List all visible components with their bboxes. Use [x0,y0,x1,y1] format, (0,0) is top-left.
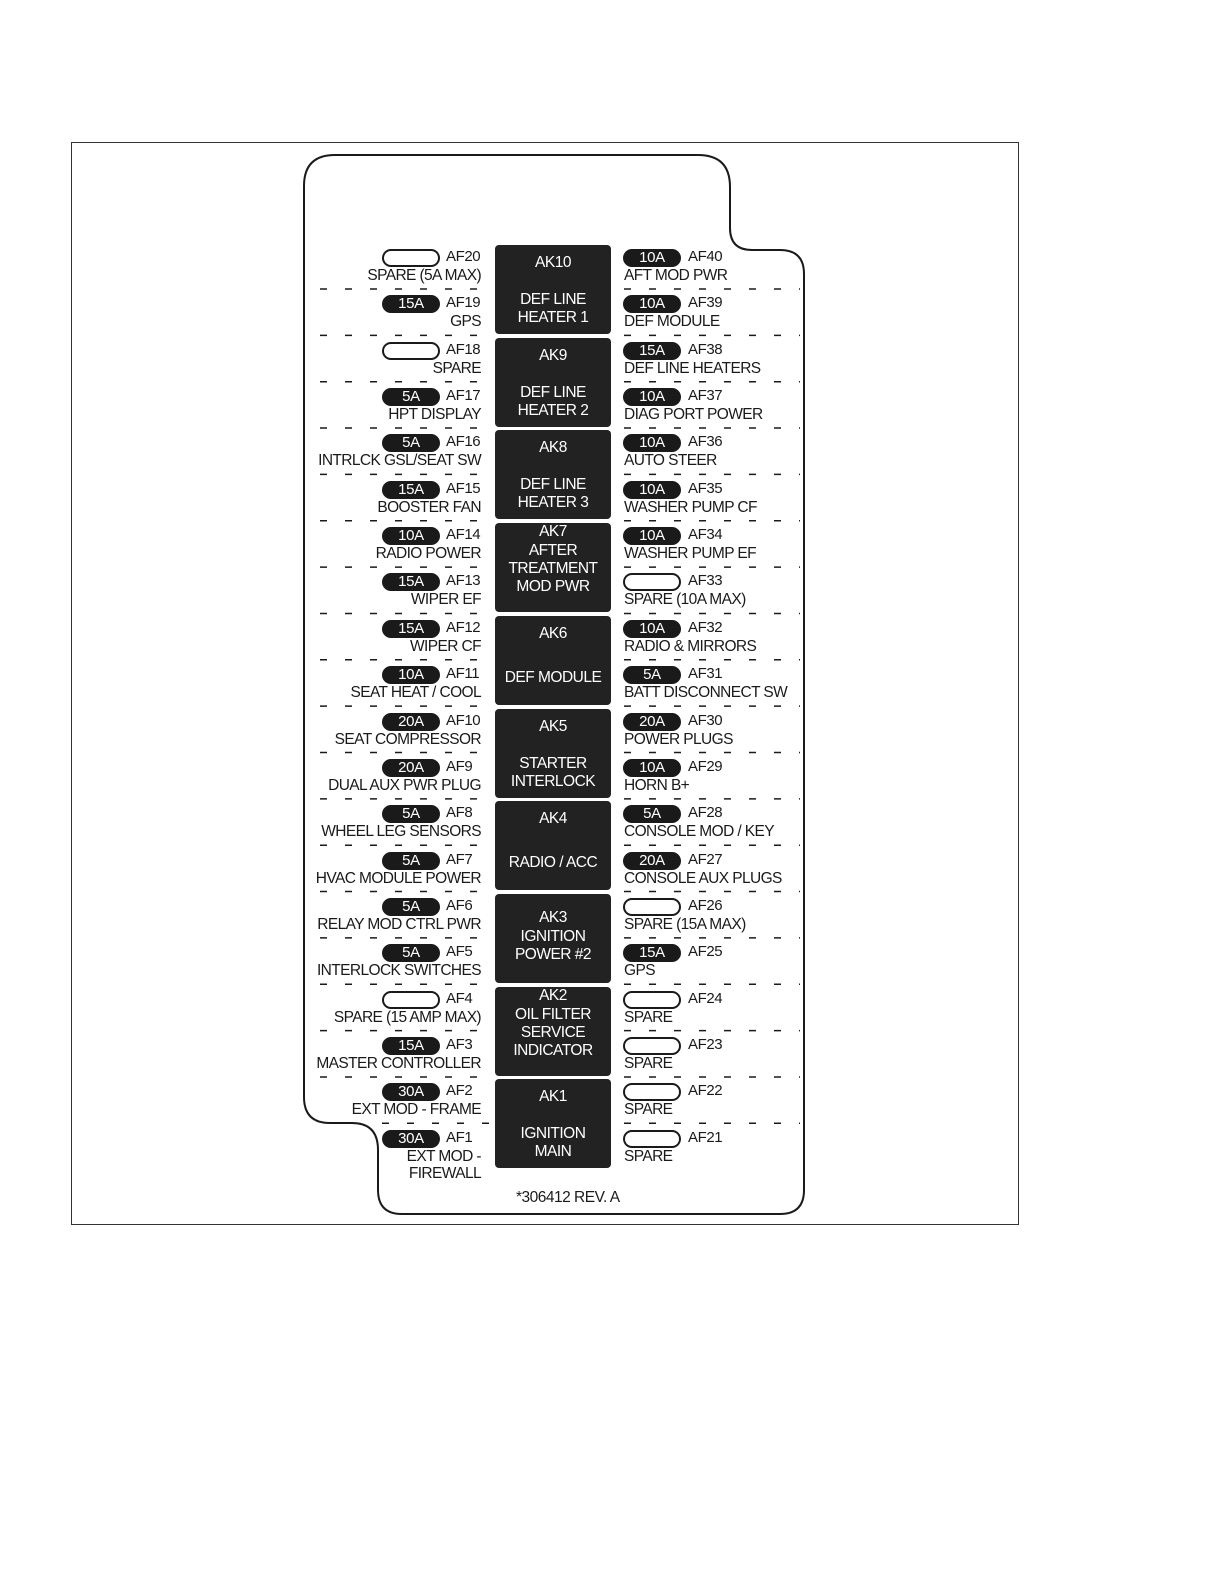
fuse-af16: 5A [382,434,440,452]
fuse-af7: 5A [382,852,440,870]
fuse-af18 [382,342,440,360]
fuse-id-af16: AF16 [446,433,481,451]
fuse-label-af21: SPARE [624,1147,673,1165]
relay-ak9 [495,338,611,427]
fuse-label-af2: EXT MOD - FRAME [351,1101,481,1119]
fuse-af40: 10A [623,249,681,267]
fuse-id-af34: AF34 [688,526,723,544]
fuse-id-af10: AF10 [446,711,481,729]
fuse-id-af40: AF40 [688,248,723,265]
fuse-label-af33: SPARE (10A MAX) [624,591,746,609]
fuse-af30: 20A [623,713,681,731]
relay-ak7 [495,523,611,612]
fuse-id-af38: AF38 [688,340,723,358]
fuse-af5: 5A [382,944,440,962]
fuse-id-af20: AF20 [446,248,481,265]
fuse-id-af17: AF17 [446,387,481,405]
fuse-label-af16: INTRLCK GSL/SEAT SW [318,452,481,470]
fuse-af38: 15A [623,342,681,360]
fuse-af15: 15A [382,481,440,499]
fuse-af29: 10A [623,759,681,777]
relay-ak3 [495,894,611,983]
relay-id-ak3: AK3 [539,908,567,926]
relay-id-ak9: AK9 [539,346,567,364]
fuse-label-af38: DEF LINE HEATERS [624,359,761,377]
fuse-af3: 15A [382,1037,440,1055]
fuse-id-af25: AF25 [688,943,723,961]
fuse-id-af12: AF12 [446,618,481,636]
fuse-label-af7: HVAC MODULE POWER [315,869,481,887]
fuse-af33 [623,573,681,591]
fuse-id-af37: AF37 [688,387,723,405]
fuse-id-af22: AF22 [688,1082,723,1100]
fuse-af20 [382,249,440,267]
fuse-af35: 10A [623,481,681,499]
fuse-id-af18: AF18 [446,340,481,358]
fuse-label-af17: HPT DISPLAY [388,406,481,424]
fuse-id-af28: AF28 [688,804,723,822]
fuse-label-af35: WASHER PUMP CF [624,498,757,516]
fuse-af6: 5A [382,898,440,916]
fuse-label-af27: CONSOLE AUX PLUGS [624,869,782,887]
fuse-id-af4: AF4 [446,989,473,1007]
relay-name-ak8: DEF LINE HEATER 3 [517,476,589,512]
fuse-label-af28: CONSOLE MOD / KEY [624,823,774,841]
relay-id-ak7: AK7 [539,523,567,541]
fuse-af36: 10A [623,434,681,452]
fuse-label-af30: POWER PLUGS [624,730,733,748]
fuse-label-af15: BOOSTER FAN [377,498,481,516]
fuse-label-af14: RADIO POWER [375,545,481,563]
fuse-id-af21: AF21 [688,1128,723,1146]
fuse-label-af25: GPS [624,962,655,980]
fuse-id-af11: AF11 [446,665,480,683]
fuse-af9: 20A [382,759,440,777]
fuse-label-af13: WIPER EF [410,591,481,609]
fuse-id-af31: AF31 [688,665,723,683]
fuse-id-af13: AF13 [446,572,481,590]
fuse-af1: 30A [382,1130,440,1148]
fuse-label-af12: WIPER CF [410,637,481,655]
fuse-label-af18: SPARE [432,359,481,377]
fuse-label-af1: EXT MOD - FIREWALL [406,1147,481,1182]
fuse-af14: 10A [382,527,440,545]
fuse-label-af10: SEAT COMPRESSOR [334,730,481,748]
fuse-id-af27: AF27 [688,850,723,868]
fuse-label-af36: AUTO STEER [624,452,717,470]
relay-id-ak10: AK10 [535,254,571,271]
relay-ak1 [495,1079,611,1168]
fuse-id-af6: AF6 [446,896,473,914]
fuse-af12: 15A [382,620,440,638]
fuse-id-af23: AF23 [688,1035,723,1053]
fuse-af21 [623,1130,681,1148]
relay-name-ak9: DEF LINE HEATER 2 [517,383,589,419]
fuse-label-af40: AFT MOD PWR [624,267,728,284]
relay-id-ak4: AK4 [539,810,567,828]
fuse-label-af8: WHEEL LEG SENSORS [321,823,481,841]
relay-id-ak8: AK8 [539,439,567,457]
fuse-label-af26: SPARE (15A MAX) [624,915,746,933]
fuse-id-af33: AF33 [688,572,723,590]
fuse-label-af29: HORN B+ [624,776,690,794]
relay-ak8 [495,430,611,519]
fuse-id-af8: AF8 [446,804,473,822]
fuse-label-af19: GPS [450,313,481,331]
fuse-af8: 5A [382,805,440,823]
fuse-id-af32: AF32 [688,618,723,636]
relay-name-ak3: IGNITION POWER #2 [514,927,592,963]
fuse-id-af3: AF3 [446,1035,473,1053]
fuse-af19: 15A [382,295,440,313]
fuse-af28: 5A [623,805,681,823]
relay-ak10 [495,245,611,334]
fuse-id-af35: AF35 [688,479,723,497]
fuse-id-af15: AF15 [446,479,481,497]
fuse-id-af30: AF30 [688,711,723,729]
fuse-af2: 30A [382,1083,440,1101]
fuse-af32: 10A [623,620,681,638]
fuse-af17: 5A [382,388,440,406]
relay-name-ak1: IGNITION MAIN [520,1125,586,1161]
relay-id-ak2: AK2 [539,986,567,1004]
relay-id-ak5: AK5 [539,717,567,735]
fuse-label-af32: RADIO & MIRRORS [624,637,757,655]
fuse-id-af7: AF7 [446,850,473,868]
fuse-label-af24: SPARE [624,1008,673,1026]
fuse-id-af19: AF19 [446,294,481,312]
fuse-label-af20: SPARE (5A MAX) [367,267,481,284]
fuse-id-af14: AF14 [446,526,481,544]
fuse-label-af5: INTERLOCK SWITCHES [316,962,481,980]
fuse-af26 [623,898,681,916]
fuse-id-af5: AF5 [446,943,473,961]
fuse-id-af29: AF29 [688,757,723,775]
relay-name-ak5: STARTER INTERLOCK [510,754,596,790]
fuse-af4 [382,991,440,1009]
fuse-id-af39: AF39 [688,294,723,312]
fuse-af31: 5A [623,666,681,684]
fuse-af13: 15A [382,573,440,591]
fuse-id-af1: AF1 [446,1128,473,1146]
fuse-id-af9: AF9 [446,757,473,775]
fuse-label-af31: BATT DISCONNECT SW [624,684,788,702]
fuse-af11: 10A [382,666,440,684]
fuse-label-af6: RELAY MOD CTRL PWR [317,915,481,933]
fuse-label-af34: WASHER PUMP EF [624,545,756,563]
relay-ak5 [495,709,611,798]
fuse-id-af24: AF24 [688,989,723,1007]
fuse-af37: 10A [623,388,681,406]
fuse-label-af9: DUAL AUX PWR PLUG [328,776,481,794]
relay-id-ak1: AK1 [539,1088,567,1106]
fuse-label-af22: SPARE [624,1101,673,1119]
relay-name-ak2: OIL FILTER SERVICE INDICATOR [513,1005,593,1059]
fuse-label-af3: MASTER CONTROLLER [316,1054,481,1072]
fuse-af25: 15A [623,944,681,962]
part-number: *306412 REV. A [516,1189,620,1206]
fuse-label-af37: DIAG PORT POWER [624,406,763,424]
fuse-id-af36: AF36 [688,433,723,451]
fuse-af24 [623,991,681,1009]
fuse-label-af11: SEAT HEAT / COOL [350,684,481,702]
relay-name-ak4: RADIO / ACC [508,854,598,872]
fuse-id-af2: AF2 [446,1082,473,1100]
relay-ak2 [495,987,611,1076]
fuse-af23 [623,1037,681,1055]
fuse-af39: 10A [623,295,681,313]
fuse-label-af23: SPARE [624,1054,673,1072]
fuse-af10: 20A [382,713,440,731]
relay-name-ak10: DEF LINE HEATER 1 [517,291,589,326]
fuse-af27: 20A [623,852,681,870]
fuse-label-af4: SPARE (15 AMP MAX) [333,1008,481,1026]
fuse-label-af39: DEF MODULE [624,313,720,331]
relay-ak4 [495,801,611,890]
fuse-id-af26: AF26 [688,896,723,914]
relay-ak6 [495,616,611,705]
fuse-af34: 10A [623,527,681,545]
relay-name-ak7: AFTER TREATMENT MOD PWR [508,542,598,596]
relay-id-ak6: AK6 [539,624,567,642]
fuse-af22 [623,1083,681,1101]
relay-name-ak6: DEF MODULE [504,668,602,686]
